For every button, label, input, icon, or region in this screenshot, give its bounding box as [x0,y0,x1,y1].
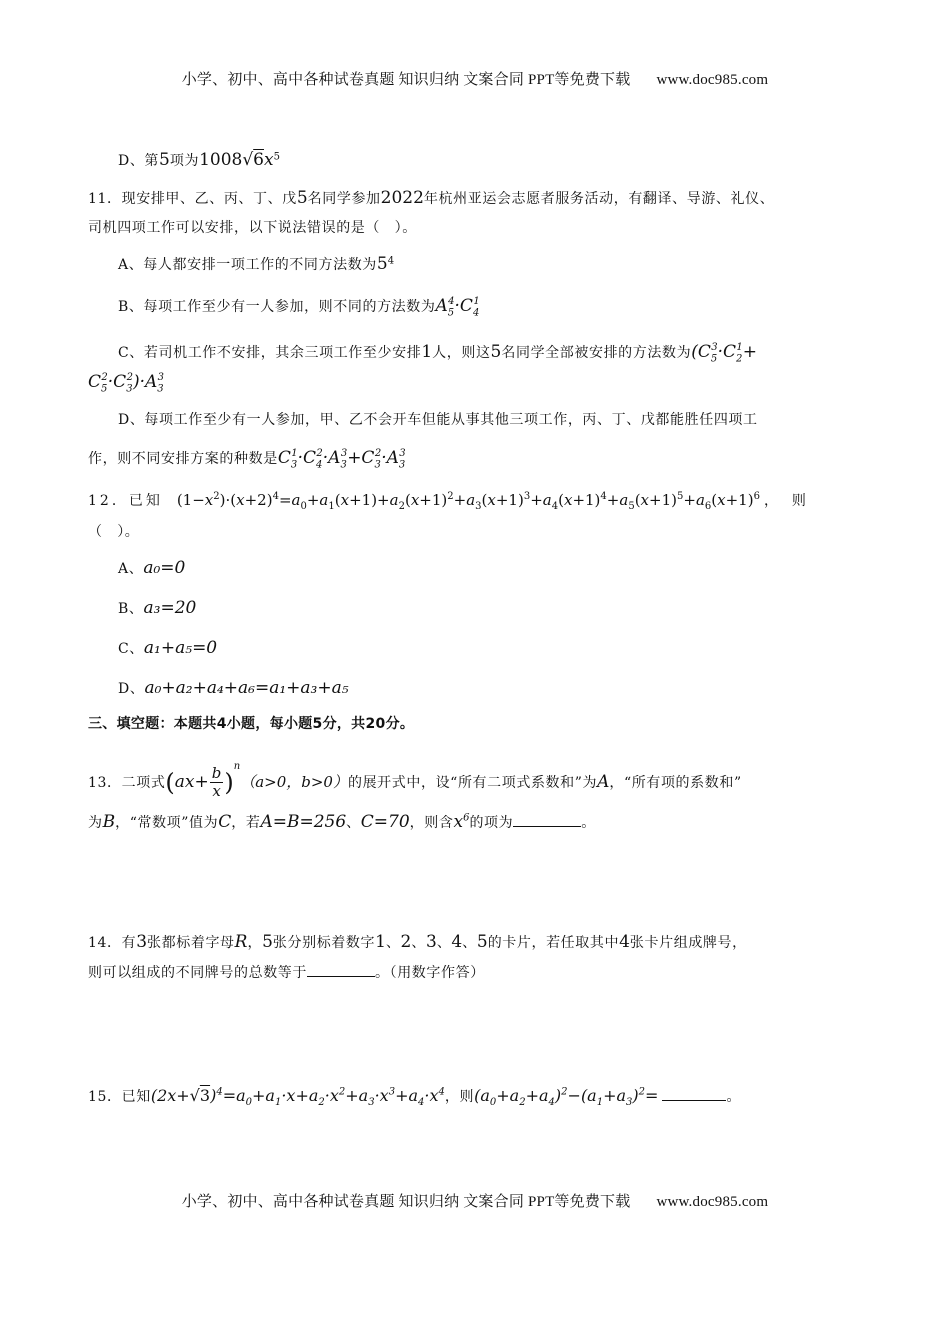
q12-option-d: D、a₀+a₂+a₄+a₆=a₁+a₃+a₅ [118,678,349,698]
q12-option-a: A、a₀=0 [118,558,186,578]
q11-option-b: B、每项工作至少有一人参加，则不同的方法数为$A_5^4\cdot C_4^1$ [118,296,480,319]
q11-option-d-line1: D、每项工作至少有一人参加，甲、乙不会开车但能从事其他三项工作，丙、丁、戊都能胜任四项工 [118,412,758,428]
q14-stem-line2: 则可以组成的不同牌号的总数等于 。（用数字作答） [88,962,485,983]
q12-stem-line2: （ ）。 [88,524,140,540]
footer-url[interactable]: www.doc985.com [656,1194,769,1210]
q15-stem: 15．已知$(2x+√3)^4=a_0+a_1\cdot x+a_2\cdot x^2+a_3\cdot x^3+a_4\cdot x^4$，则$(a_0+a_2+a_4)^2-(a_1+a_3)^2=$ 。 [88,1086,742,1109]
q13-stem-line1: 13．二项式(ax+ $\frac{b}{x}$ )$^n$（a>0，b>0）的展开式中，设“所有二项式系数和”为A，“所有项的系数和” [88,761,742,800]
q10-option-d: D、第5项为$1008√6x^5$ [118,150,281,170]
q12-stem-line1: 12．已知 $(1-x^2)\cdot(x+2)^4=a_0+a_1(x+1)+a_2(x+1)^2+a_3(x+1)^3+a_4(x+1)^4+a_5(x+1)^5+a_6(x+1)^6$ ，则 [88,491,820,512]
page-header [0,68,950,89]
footer-text: 小学、初中、高中各种试卷真题 知识归纳 文案合同 PPT等免费下载 [181,1194,631,1210]
q14-answer-blank[interactable] [307,962,375,977]
header-url[interactable]: www.doc985.com [656,72,769,88]
section-title: 三、填空题：本题共4小题，每小题5分，共20分。 [88,716,415,732]
q13-answer-blank[interactable] [513,812,581,827]
q13-stem-line2: 为B，“常数项”值为C，若A=B=256、C=70，则含$x^6$的项为 。 [88,812,596,832]
header-text: 小学、初中、高中各种试卷真题 知识归纳 文案合同 PPT等免费下载 [181,72,631,88]
q12-option-c: C、a₁+a₅=0 [118,638,218,658]
q11-stem-line2: 司机四项工作可以安排，以下说法错误的是（ ）。 [88,220,417,236]
q11-option-c-line2: $C_5^2\cdot C_3^2)\cdot A_3^3$ [88,372,165,395]
q15-answer-blank[interactable] [662,1086,726,1101]
q12-option-b: B、a₃=20 [118,598,197,618]
q11-option-d-line2: 作，则不同安排方案的种数是$C_3^1\cdot C_4^2\cdot A_3^3+C_3^2\cdot A_3^3$ [88,448,406,471]
page-footer [0,1190,950,1211]
q14-stem-line1: 14．有3张都标着字母R，5张分别标着数字1、2、3、4、5的卡片，若任取其中4张卡片组成牌号， [88,932,747,952]
q11-option-a: A、每人都安排一项工作的不同方法数为$5^4$ [118,254,395,274]
q11-stem-line1: 11．现安排甲、乙、丙、丁、戊5名同学参加2022年杭州亚运会志愿者服务活动，有翻译、导游、礼仪、 [88,188,775,208]
q11-option-c-line1: C、若司机工作不安排，其余三项工作至少安排1人，则这5名同学全部被安排的方法数为($C_5^3\cdot C_2^1+$ [118,342,757,365]
